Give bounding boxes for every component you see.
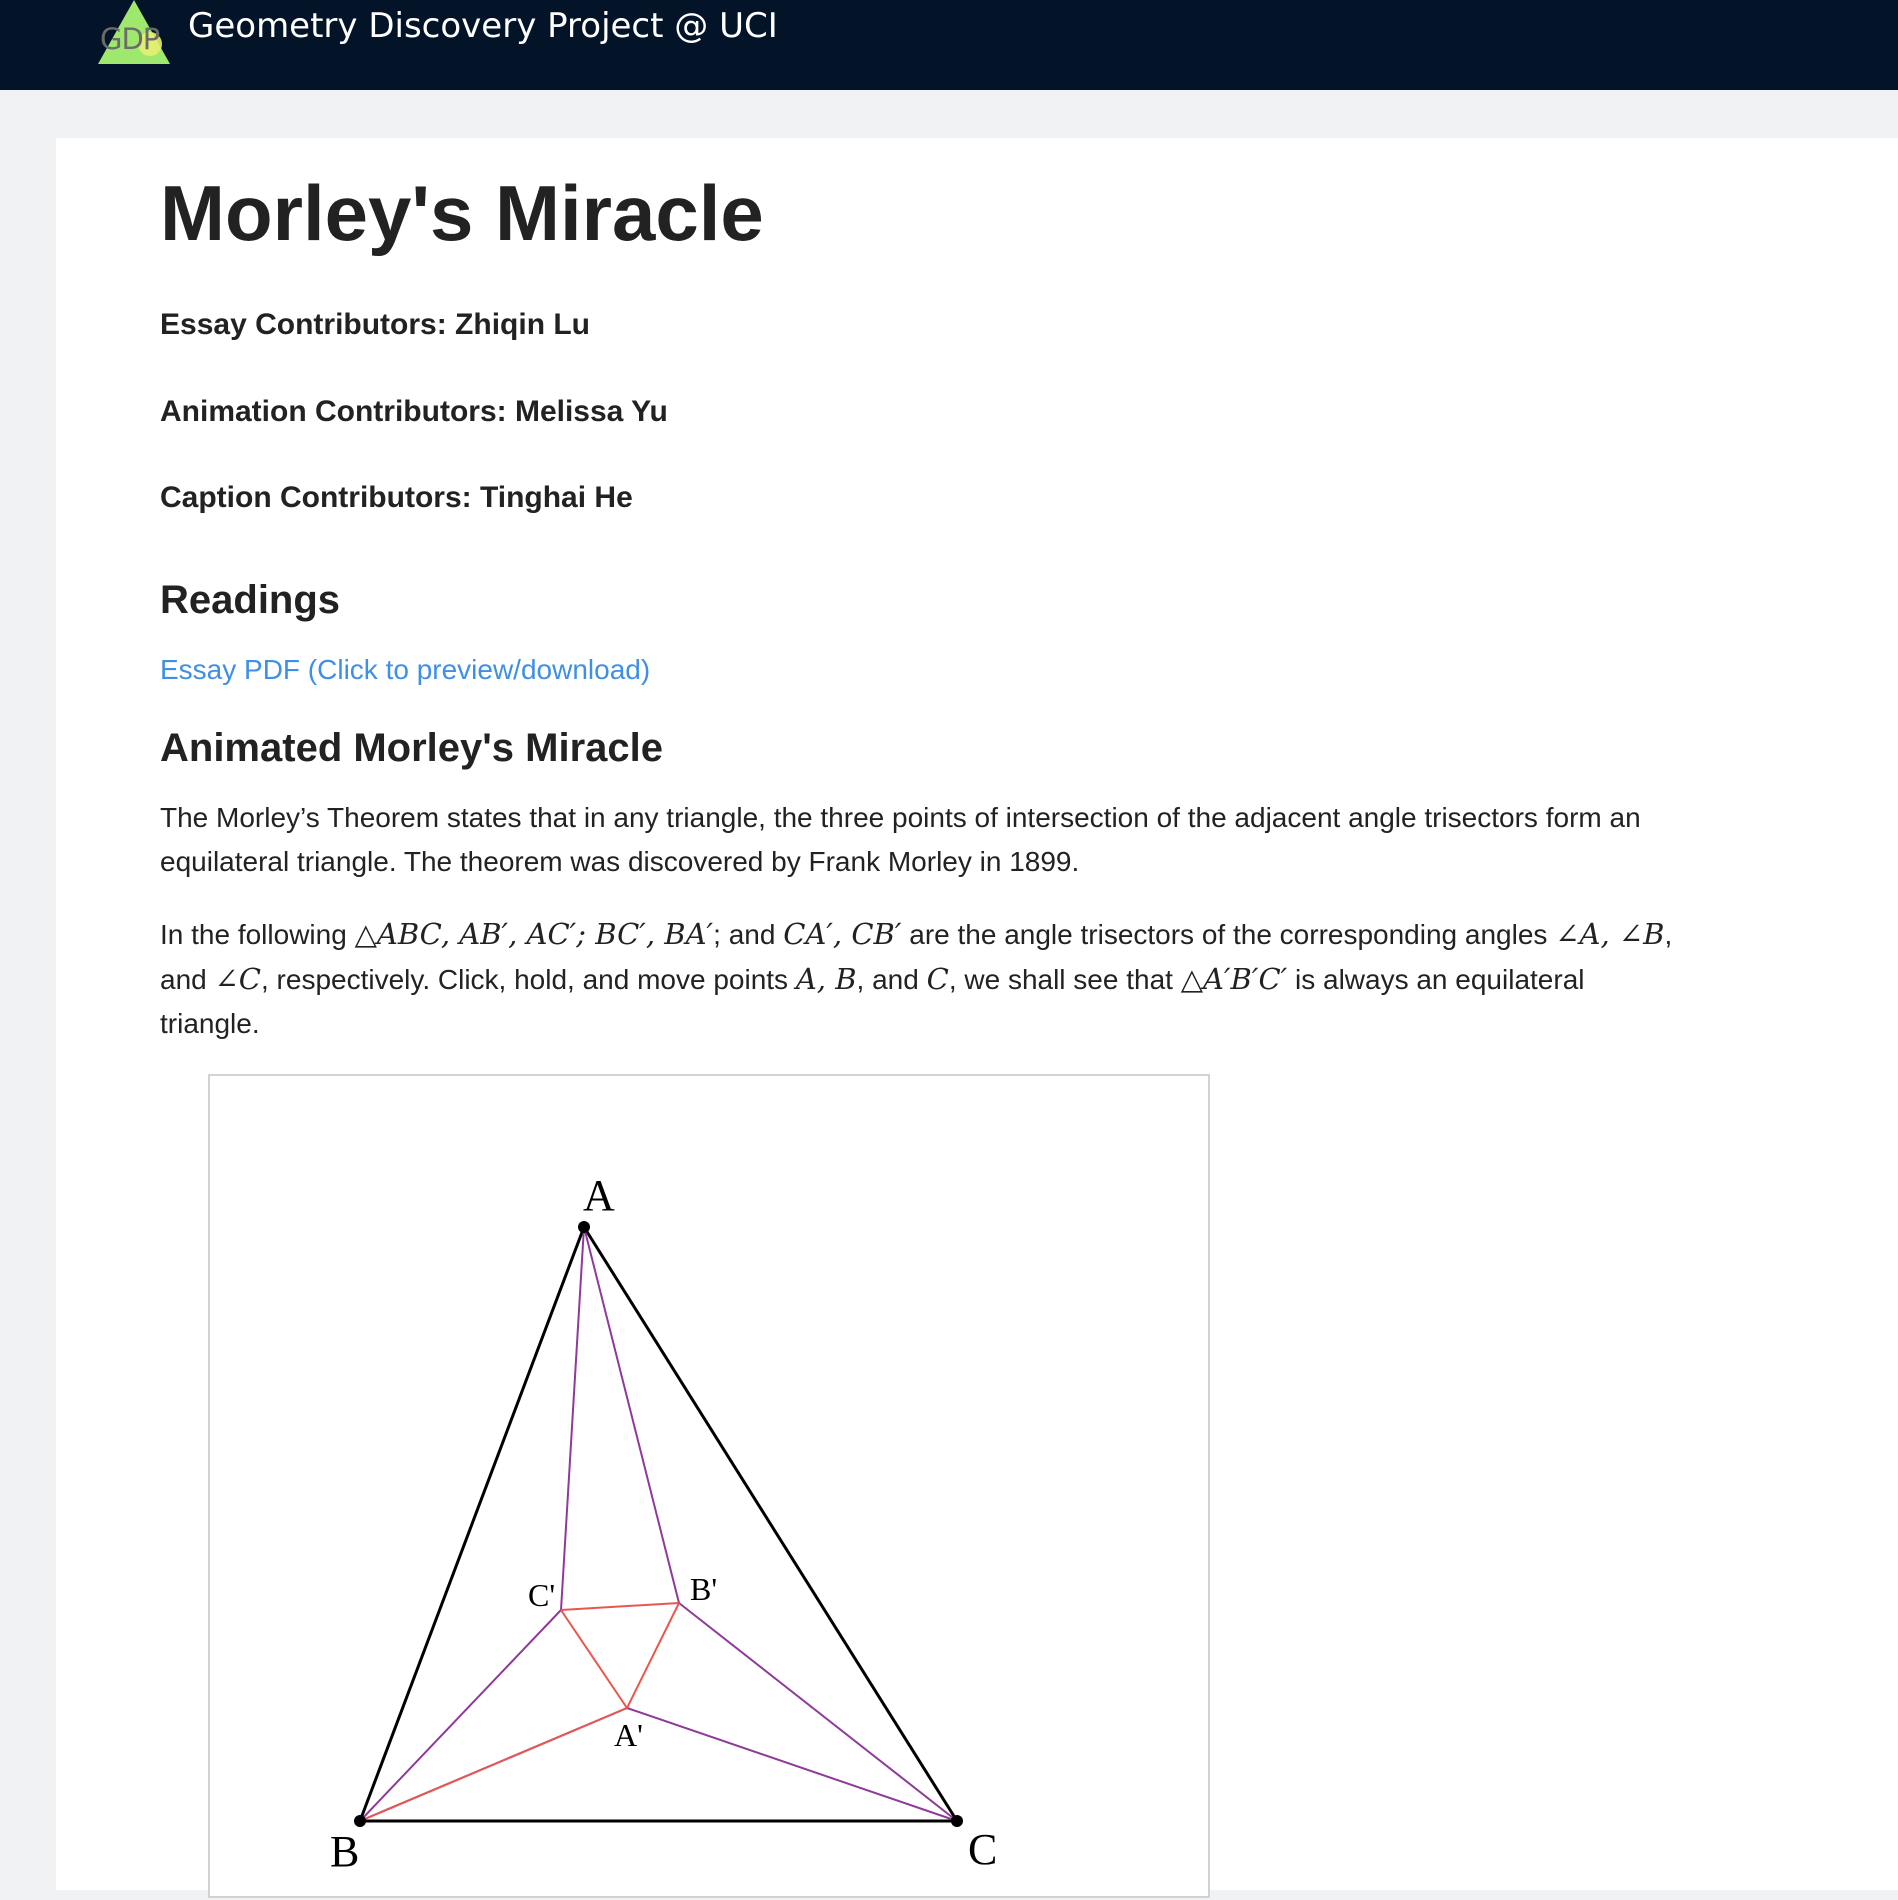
label-c-prime: C' xyxy=(528,1577,556,1613)
math-span: CA′, CB′ xyxy=(783,917,902,951)
math-span: ∠A, ∠B xyxy=(1555,917,1665,951)
label-c: C xyxy=(968,1825,998,1874)
animated-heading: Animated Morley's Miracle xyxy=(160,726,664,770)
logo-text: GDP xyxy=(100,22,160,56)
top-navbar xyxy=(0,0,1898,90)
essay-contributors: Essay Contributors: Zhiqin Lu xyxy=(160,308,591,341)
label-a: A xyxy=(583,1171,615,1220)
math-span: ∠C xyxy=(214,962,261,996)
page-title: Morley's Miracle xyxy=(160,169,764,257)
text-span: , respectively. Click, hold, and move points xyxy=(261,964,796,995)
theorem-paragraph: The Morley’s Theorem states that in any triangle, the three points of intersection of the adjacent angle trisectors form an equilateral triangle. The theorem was discovered by Frank Morley in 1899. xyxy=(160,802,1641,877)
math-span: △ABC, AB′, AC′; BC′, BA′ xyxy=(354,917,714,951)
morley-diagram xyxy=(210,1076,1208,1896)
trisector-b-c1 xyxy=(360,1610,561,1821)
morley-extension-b xyxy=(360,1708,627,1821)
content-card xyxy=(56,138,1898,1890)
text-span: , we shall see that xyxy=(948,964,1181,995)
site-title-link[interactable]: Geometry Discovery Project @ UCI xyxy=(188,6,778,46)
side-ab xyxy=(360,1227,584,1821)
text-span: ; and xyxy=(713,919,784,950)
text-span: In the following xyxy=(160,919,355,950)
morley-applet[interactable] xyxy=(208,1074,1210,1898)
point-b[interactable] xyxy=(354,1815,366,1827)
morley-side-b1-a1 xyxy=(627,1603,679,1708)
instructions-paragraph xyxy=(160,912,1680,1046)
morley-triangle xyxy=(360,1603,679,1821)
trisector-c-a1 xyxy=(627,1708,957,1821)
point-c[interactable] xyxy=(951,1815,963,1827)
point-a[interactable] xyxy=(578,1221,590,1233)
trisector-a-c1 xyxy=(561,1227,584,1610)
label-b-prime: B' xyxy=(690,1571,718,1607)
caption-contributors: Caption Contributors: Tinghai He xyxy=(160,481,633,514)
text-span: are the angle trisectors of the corresponding angles xyxy=(901,919,1556,950)
trisector-c-b1 xyxy=(679,1603,957,1821)
trisectors xyxy=(360,1227,957,1821)
text-span: is always an equilateral triangle. xyxy=(160,964,1585,1039)
text-span: , and xyxy=(856,964,927,995)
math-span: C xyxy=(926,962,949,996)
math-span: △A′B′C′ xyxy=(1180,962,1288,996)
math-span: A, B xyxy=(795,962,857,996)
trisector-a-b1 xyxy=(584,1227,679,1603)
gdp-logo[interactable] xyxy=(98,0,172,66)
text-span: , and xyxy=(160,919,1673,995)
morley-side-a1-c1 xyxy=(561,1610,627,1708)
essay-pdf-link[interactable]: Essay PDF (Click to preview/download) xyxy=(160,654,651,685)
morley-side-c1-b1 xyxy=(561,1603,679,1610)
animation-contributors: Animation Contributors: Melissa Yu xyxy=(160,395,668,428)
label-b: B xyxy=(330,1827,360,1876)
readings-heading: Readings xyxy=(160,578,341,622)
label-a-prime: A' xyxy=(614,1717,643,1753)
